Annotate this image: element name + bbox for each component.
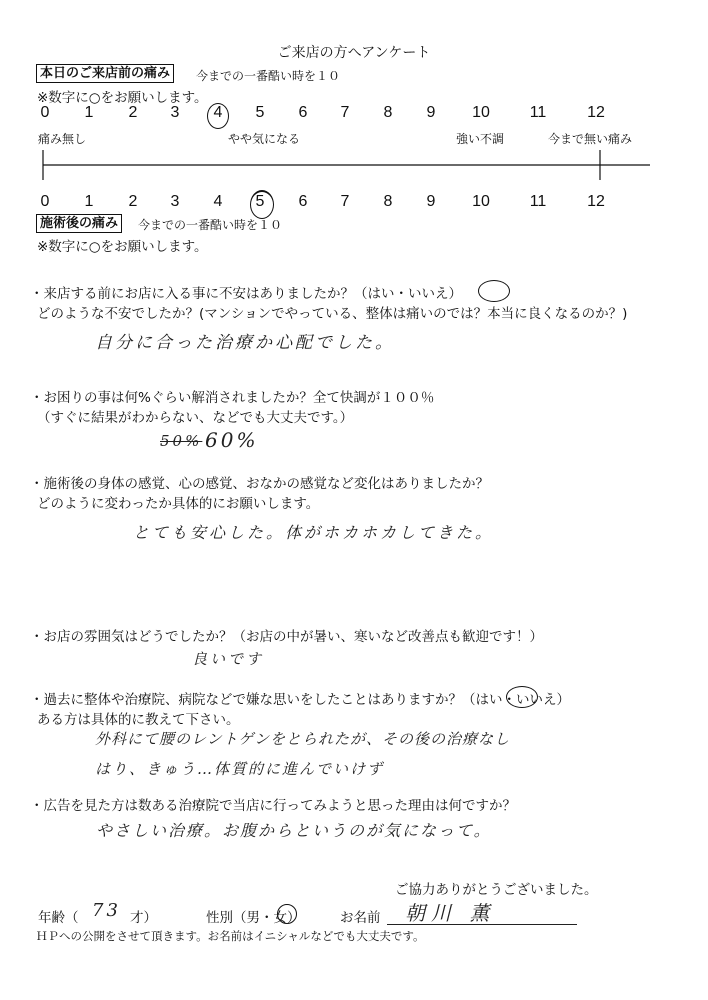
scale-top-7: 7	[340, 104, 350, 121]
scale-label-strong: 強い不調	[456, 132, 505, 146]
scale-label-mid: やや気になる	[228, 132, 301, 146]
q4-answer: 良いです	[192, 650, 265, 668]
scale-top-9: 9	[426, 104, 436, 121]
scale-top-6: 6	[298, 104, 308, 121]
page-title: ご来店の方へアンケート	[277, 45, 431, 61]
scale-bottom-5: 5	[255, 193, 265, 210]
selected-circle-before	[207, 103, 229, 129]
gender-label: 性別（男・女）	[206, 910, 301, 926]
age-unit: 才）	[130, 910, 157, 926]
q4-line1: ・お店の雰囲気はどうでしたか？（お店の中が暑い、寒いなど改善点も歓迎です！）	[30, 629, 543, 645]
name-value: 朝川 薫	[405, 901, 496, 925]
age-label: 年齢（	[38, 910, 79, 926]
scale-bottom-12: 12	[587, 193, 605, 210]
q6-answer: やさしい治療。お腹からというのが気になって。	[96, 821, 492, 840]
q3-answer: とても安心した。体がホカホカしてきた。	[133, 523, 495, 542]
pain-after-label: 施術後の痛み	[36, 214, 122, 233]
pain-before-label: 本日のご来店前の痛み	[36, 64, 174, 83]
scale-top-5: 5	[255, 104, 265, 121]
pain-before-instruction: ※数字に○をお願いします。	[37, 90, 208, 106]
scale-label-none: 痛み無し	[38, 132, 87, 146]
scale-bottom-3: 3	[170, 193, 180, 210]
scale-top-4: 4	[213, 104, 223, 121]
age-value: 73	[92, 900, 121, 921]
scale-bottom-8: 8	[383, 193, 393, 210]
scale-top	[0, 104, 708, 126]
scale-bottom-2: 2	[128, 193, 138, 210]
scale-top-12: 12	[587, 104, 605, 121]
q5-answer-line1: 外科にて腰のレントゲンをとられたが、その後の治療なし	[95, 730, 511, 748]
q3-line2: どのように変わったか具体的にお願いします。	[37, 496, 320, 512]
q1-yes-circle	[478, 280, 510, 302]
pain-after-instruction: ※数字に○をお願いします。	[37, 239, 208, 255]
scale-bottom-6: 6	[298, 193, 308, 210]
scale-top-0: 0	[40, 104, 50, 121]
q6-line1: ・広告を見た方は数ある治療院で当店に行ってみようと思った理由は何ですか？	[30, 798, 516, 814]
scale-top-10: 10	[472, 104, 490, 121]
q5-line1: ・過去に整体や治療院、病院などで嫌な思いをしたことはありますか？（はい・いいえ）	[30, 692, 570, 708]
scale-top-11: 11	[529, 104, 547, 121]
scale-bottom-0: 0	[40, 193, 50, 210]
name-label: お名前	[340, 910, 381, 926]
q2-line2: （すぐに結果がわからない、などでも大丈夫です。）	[37, 410, 354, 426]
scale-top-1: 1	[84, 104, 94, 121]
gender-female-circle	[277, 904, 297, 924]
footer-note: ＨＰへの公開をさせて頂きます。お名前はイニシャルなどでも大丈夫です。	[36, 929, 425, 943]
scale-bottom-7: 7	[340, 193, 350, 210]
pain-before-note: 今までの一番酷い時を１０	[196, 69, 341, 83]
q5-yes-circle	[506, 686, 538, 708]
q2-struck-value: 50%	[160, 432, 203, 450]
selected-circle-after	[250, 190, 274, 219]
pain-scale-line	[30, 145, 660, 185]
scale-top-3: 3	[170, 104, 180, 121]
q5-line2: ある方は具体的に教えて下さい。	[37, 712, 240, 728]
scale-top-2: 2	[128, 104, 138, 121]
scale-label-worst: 今まで無い痛み	[548, 132, 633, 146]
scale-bottom	[0, 193, 708, 215]
q5-answer-line2: はり、きゅう…体質的に進んでいけず	[95, 760, 385, 778]
scale-bottom-1: 1	[84, 193, 94, 210]
scale-bottom-4: 4	[213, 193, 223, 210]
q2-answer: 60%	[205, 428, 259, 452]
thanks-text: ご協力ありがとうございました。	[395, 882, 598, 898]
q1-line2: どのような不安でしたか？(マンションでやっている、整体は痛いのでは？本当に良くなるのか？)	[37, 306, 628, 322]
scale-bottom-10: 10	[472, 193, 490, 210]
q1-line1: ・来店する前にお店に入る事に不安はありましたか？（はい・いいえ）	[30, 286, 462, 302]
pain-after-note: 今までの一番酷い時を１０	[138, 218, 283, 232]
q3-line1: ・施術後の身体の感覚、心の感覚、おなかの感覚など変化はありましたか？	[30, 476, 489, 492]
q2-line1: ・お困りの事は何%ぐらい解消されましたか？全て快調が１００％	[30, 390, 435, 406]
scale-bottom-9: 9	[426, 193, 436, 210]
q1-answer: 自分に合った治療か心配でした。	[95, 333, 395, 353]
scale-bottom-11: 11	[529, 193, 547, 210]
scale-top-8: 8	[383, 104, 393, 121]
